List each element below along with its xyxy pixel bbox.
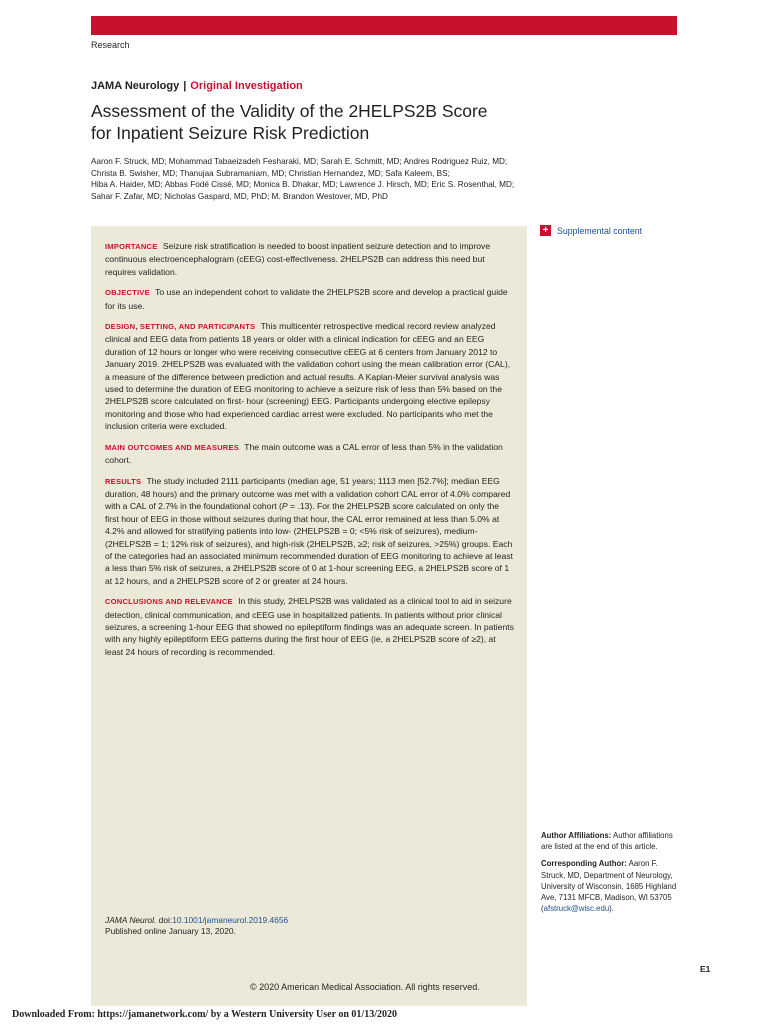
copyright-notice: © 2020 American Medical Association. All rights reserved. — [250, 982, 480, 992]
author-list — [91, 156, 541, 202]
abstract-text: Seizure risk stratification is needed to boost inpatient seizure detection and to improve continuous electroencephalogram (cEEG) cost-effectiveness. 2HELPS2B can address this need but requires validation. — [105, 241, 491, 277]
published-date: Published online January 13, 2020. — [105, 926, 236, 937]
abstract-text: To use an independent cohort to validate the 2HELPS2B score and develop a practical guide for its use. — [105, 287, 508, 311]
abstract-heading: IMPORTANCE — [105, 242, 158, 251]
author-line: Christa B. Swisher, MD; Thanujaa Subramaniam, MD; Christian Hernandez, MD; Safa Kaleem, BS; — [91, 168, 450, 178]
abstract-heading: DESIGN, SETTING, AND PARTICIPANTS — [105, 322, 256, 332]
abstract-heading: MAIN OUTCOMES AND MEASURES — [105, 442, 240, 452]
doi-link[interactable]: 10.1001/jamaneurol.2019.4656 — [172, 915, 289, 925]
p-value-symbol: P — [281, 501, 288, 512]
abstract-objective — [105, 286, 515, 312]
journal-line — [91, 80, 303, 92]
abstract-text: In this study, 2HELPS2B was validated as a clinical tool to aid in seizure detection, clinical communication, and cEEG use in hospitalized patients. In patients without prior clinical seizures, a screening 1-hour EEG that showed no epileptiform findings was an adequate screen. In patients with any highly epileptiform EEG patterns during the first hour of EEG (ie, a 2HELPS2B score of ≥2), at least 24 hours of recording is recommended. — [105, 596, 514, 657]
citation — [105, 915, 515, 938]
abstract — [105, 240, 515, 666]
journal-abbrev: JAMA Neurol. — [105, 915, 157, 925]
affiliations-heading: Author Affiliations: — [541, 831, 612, 840]
plus-icon: + — [540, 225, 551, 236]
abstract-conclusions — [105, 595, 515, 658]
top-color-bar — [91, 16, 677, 35]
abstract-heading: RESULTS — [105, 476, 142, 486]
corresponding-end: ). — [609, 904, 614, 914]
author-line: Hiba A. Haider, MD; Abbas Fodé Cissé, MD; Monica B. Dhakar, MD; Lawrence J. Hirsch, MD; Eric S. Rosenthal, MD; — [91, 180, 515, 190]
abstract-heading: CONCLUSIONS AND RELEVANCE — [105, 597, 233, 607]
abstract-text: The study included 2111 participants (median age, 51 years; 1113 men [52.7%]; median EEG duration, 48 hours) and the primary outcome was met with a validation cohort CAL error of 4.0% compared with a CAL of 2.7% in the foundational cohort ( — [105, 475, 511, 512]
title-line: Assessment of the Validity of the 2HELPS2B Score — [91, 101, 488, 121]
email-link[interactable]: afstruck@wisc.edu — [543, 904, 610, 914]
journal-name: JAMA Neurology — [91, 80, 180, 92]
corresponding-author — [541, 858, 681, 914]
abstract-text: = .13). For the 2HELPS2B score calculated on only the first hour of EEG in those without seizures during that hour, the CAL error remained at less than 5.0% at 4.2% and allowed for stratifying patients into low- (2HELPS2B = 0; <5% risk of seizures), medium- (2HELPS2B = 1; 12% risk of seizures), and high-risk (2HELPS2B, ≥2; risk of seizures, >25%) groups. Each of the categories had an associated minimum recommended duration of EEG monitoring to achieve at least a less than 5% risk of seizures, a 2HELPS2B score of 0 at 1-hour screening EEG, a 2HELPS2B score of 1 at 12 hours, and a 2HELPS2B score of 2 or greater at 24 hours. — [105, 501, 513, 586]
section-label: Research — [91, 40, 130, 50]
abstract-text: The main outcome was a CAL error of less than 5% in the validation cohort. — [105, 441, 503, 466]
author-info-sidebar — [541, 830, 681, 920]
article-title — [91, 100, 551, 144]
affiliations-text: Author affiliations are listed at the end of this article. — [541, 831, 673, 852]
citation-line — [105, 915, 515, 926]
article-type: Original Investigation — [190, 80, 303, 92]
corresponding-text: Aaron F. Struck, MD, Department of Neurology, University of Wisconsin, 1685 Highland Ave, 7131 MFCB, Madison, WI 53705 ( — [541, 859, 677, 914]
abstract-results — [105, 475, 515, 588]
author-affiliations — [541, 830, 681, 852]
page-number: E1 — [700, 964, 711, 974]
author-line: Aaron F. Struck, MD; Mohammad Tabaeizadeh Fesharaki, MD; Sarah E. Schmitt, MD; Andres Rodriguez Ruiz, MD; — [91, 157, 508, 166]
corresponding-heading: Corresponding Author: — [541, 859, 627, 869]
abstract-importance — [105, 240, 515, 278]
title-line: for Inpatient Seizure Risk Prediction — [91, 123, 370, 143]
journal-separator: | — [183, 80, 187, 92]
doi-prefix: doi: — [156, 915, 173, 925]
abstract-outcomes — [105, 441, 515, 467]
author-line: Sahar F. Zafar, MD; Nicholas Gaspard, MD, PhD; M. Brandon Westover, MD, PhD — [91, 191, 388, 201]
supplemental-label: Supplemental content — [557, 225, 643, 236]
abstract-heading: OBJECTIVE — [105, 288, 150, 298]
supplemental-content-link[interactable] — [540, 225, 642, 236]
abstract-text: This multicenter retrospective medical record review analyzed clinical and EEG data from patients 18 years or older with a clinical indication for cEEG and an EEG duration of 12 hours or longer who were receiving consecutive cEEG at 6 centers from January 2012 to January 2019. 2HELPS2B was evaluated with the validation cohort using the mean calibration error (CAL), a measure of the difference between prediction and actual results. A Kaplan-Meier survival analysis was used to determine the duration of EEG monitoring to achieve a seizure risk of less than 5% based on the 2HELPS2B score calculated on first- hour (screening) EEG. Participants undergoing elective epilepsy monitoring and those who had experienced cardiac arrest were excluded. No participants who met the inclusion criteria were excluded. — [105, 321, 511, 432]
abstract-design — [105, 320, 515, 433]
download-notice: Downloaded From: https://jamanetwork.com/ by a Western University User on 01/13/2020 — [12, 1009, 397, 1020]
